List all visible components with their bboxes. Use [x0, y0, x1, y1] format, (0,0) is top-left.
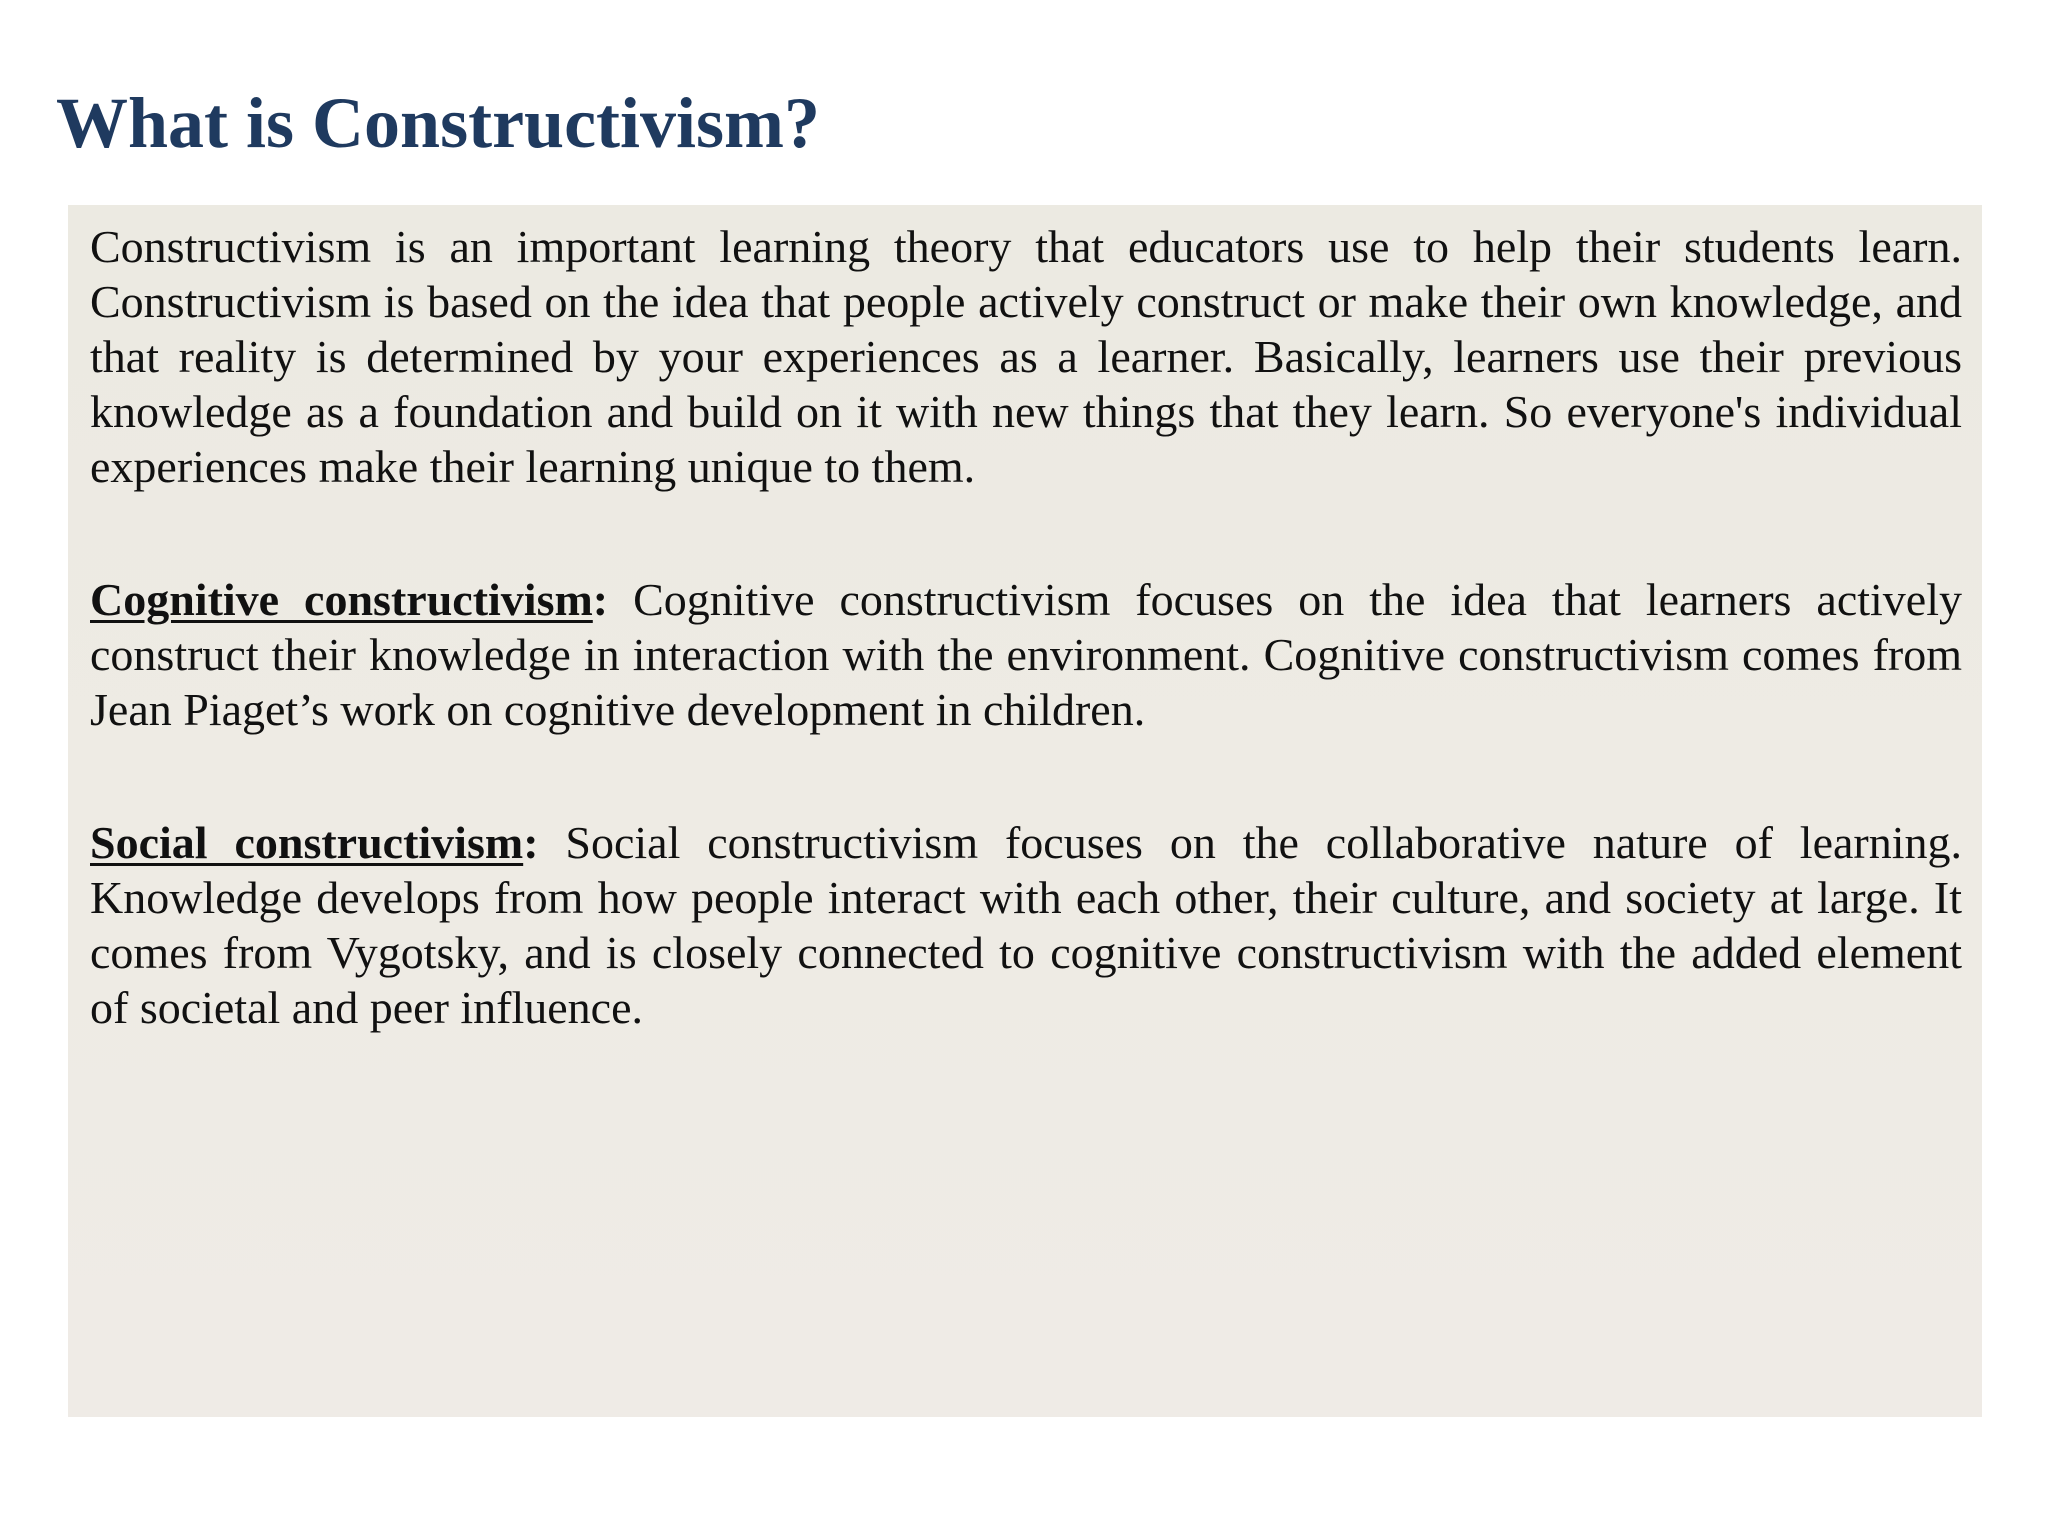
content-box	[68, 205, 1982, 1417]
cognitive-constructivism-text: Cognitive constructivism focuses on the idea that learners actively construct their knowledge in interaction with the environment. Cognitive constructivism comes from Jean Piaget’s work on cognitive development in children.	[90, 574, 1962, 735]
social-constructivism-term: Social constructivism	[90, 817, 524, 868]
cognitive-constructivism-paragraph	[90, 572, 1962, 737]
social-constructivism-text: Social constructivism focuses on the collaborative nature of learning. Knowledge develops from how people interact with each other, their culture, and society at large. It comes from Vygotsky, and is closely connected to cognitive constructivism with the added element of societal and peer influence.	[90, 817, 1963, 1033]
content-body	[90, 219, 1962, 1035]
cognitive-constructivism-colon: :	[592, 574, 609, 625]
intro-paragraph: Constructivism is an important learning theory that educators use to help their students learn. Constructivism is based on the idea that people actively construct or make their own knowledge, and that reality is determined by your experiences as a learner. Basically, learners use their previous knowledge as a foundation and build on it with new things that they learn. So everyone's individual experiences make their learning unique to them.	[90, 221, 1962, 492]
social-constructivism-paragraph	[90, 815, 1962, 1035]
social-constructivism-colon: :	[523, 817, 539, 868]
slide-title: What is Constructivism?	[56, 83, 821, 163]
cognitive-constructivism-term: Cognitive constructivism	[90, 574, 593, 625]
